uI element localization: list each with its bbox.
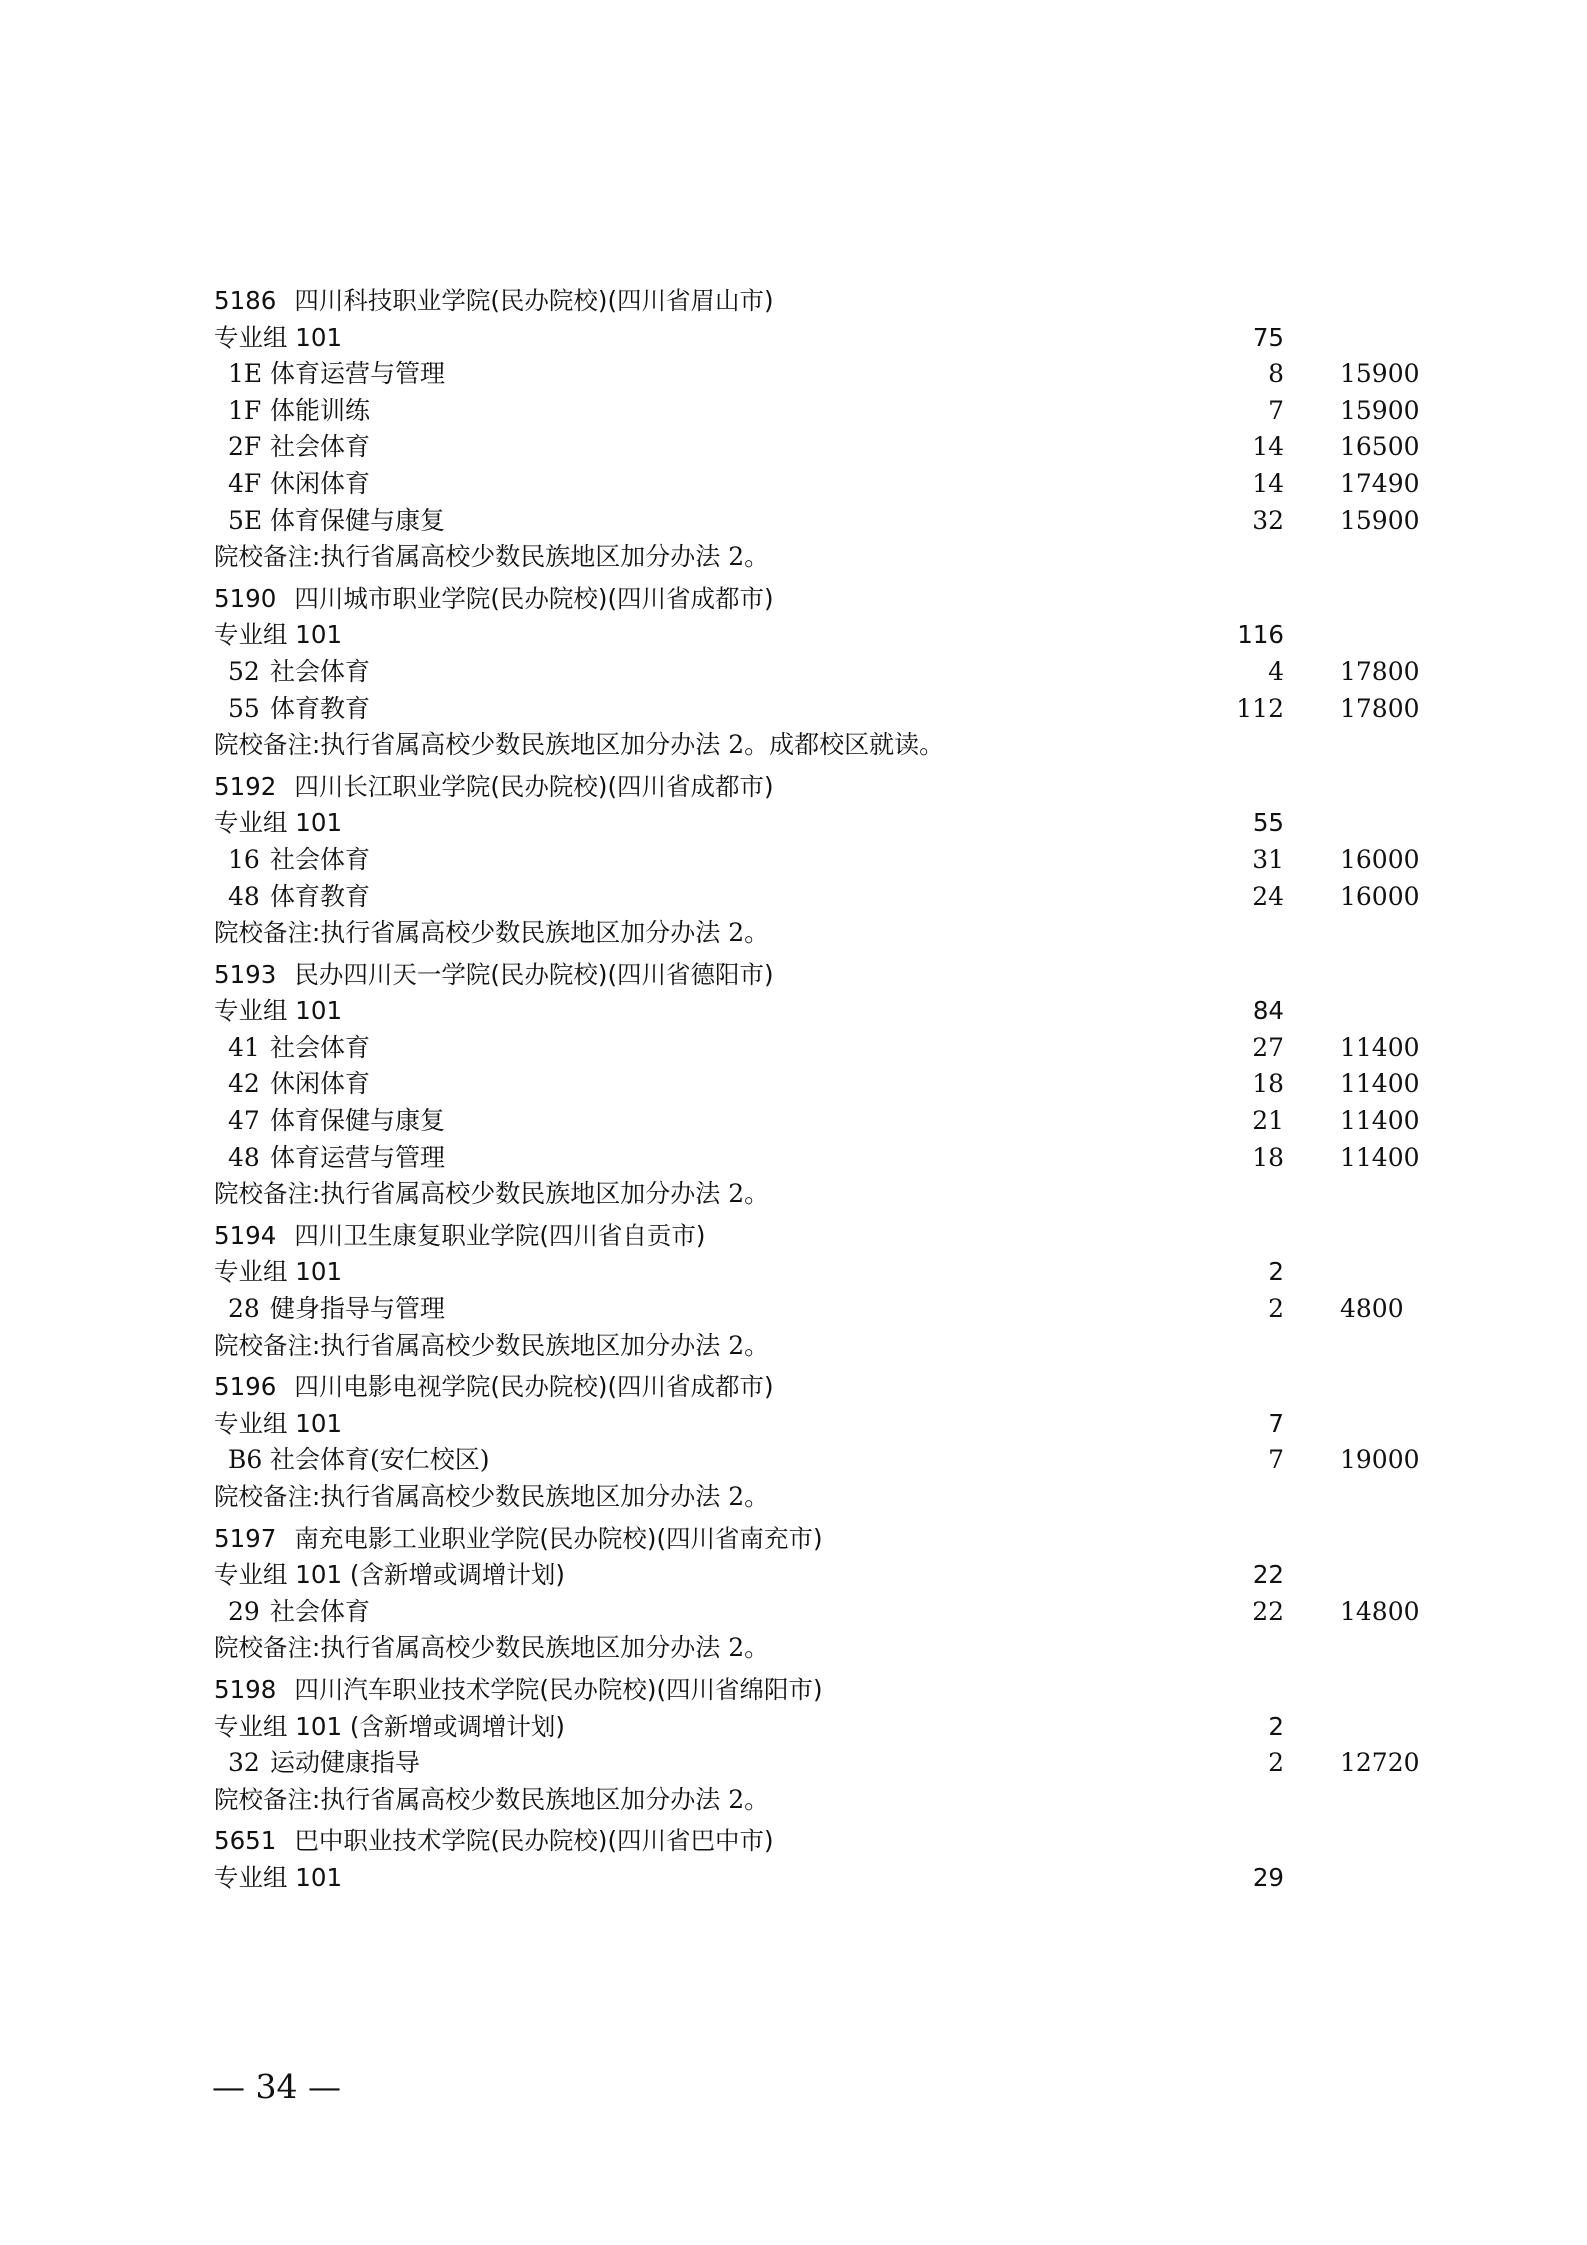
note-label: 院校备注: <box>214 918 321 948</box>
school-note-text <box>214 915 769 952</box>
note-content: 执行省属高校少数民族地区加分办法 2。 <box>320 542 770 572</box>
school-header-text <box>214 1218 705 1255</box>
school-header-text <box>214 769 774 806</box>
major-name: 体育保健与康复 <box>270 505 446 535</box>
school-name: 民办四川天一学院(民办院校)(四川省德阳市) <box>294 959 774 989</box>
major-plan-count: 18 <box>1252 1142 1284 1172</box>
major-tuition: 11400 <box>1340 1069 1420 1099</box>
major-row <box>0 654 1587 691</box>
school-name: 南充电影工业职业学院(民办院校)(四川省南充市) <box>294 1523 823 1553</box>
school-note-text <box>214 1328 769 1365</box>
major-code: 2F <box>228 432 262 462</box>
major-code: 1F <box>228 395 262 425</box>
major-code: 52 <box>228 656 260 686</box>
enrollment-plan-list <box>0 283 1587 1902</box>
major-code: 5E <box>228 505 263 535</box>
school-code: 5192 <box>214 771 277 801</box>
major-group-plan: 2 <box>1268 1711 1284 1741</box>
note-content: 执行省属高校少数民族地区加分办法 2。 <box>320 1633 770 1663</box>
major-cell <box>228 654 370 691</box>
major-code: 29 <box>228 1596 260 1626</box>
major-row <box>0 1103 1587 1140</box>
school-block <box>0 957 1587 1218</box>
major-tuition: 17490 <box>1340 468 1420 498</box>
major-group-plan: 84 <box>1252 996 1284 1026</box>
major-group-row <box>0 1860 1587 1897</box>
major-group-row <box>0 1406 1587 1443</box>
major-row <box>0 429 1587 466</box>
major-tuition: 11400 <box>1340 1032 1420 1062</box>
school-note <box>0 1782 1587 1819</box>
major-name: 体育教育 <box>270 881 371 911</box>
school-header-text <box>214 283 774 320</box>
note-label: 院校备注: <box>214 1179 321 1209</box>
major-cell <box>228 393 370 430</box>
school-note-text <box>214 1782 769 1819</box>
major-tuition: 15900 <box>1340 395 1420 425</box>
major-code: 28 <box>228 1294 260 1324</box>
major-group-label: 专业组 101 <box>214 1257 343 1287</box>
major-group-row <box>0 1709 1587 1746</box>
major-row <box>0 1291 1587 1328</box>
major-name: 运动健康指导 <box>270 1748 421 1778</box>
note-content: 执行省属高校少数民族地区加分办法 2。成都校区就读。 <box>320 730 945 760</box>
major-plan-count: 7 <box>1268 1445 1284 1475</box>
major-tuition: 15900 <box>1340 505 1420 535</box>
major-plan-count: 18 <box>1252 1069 1284 1099</box>
school-note <box>0 1328 1587 1365</box>
school-name: 巴中职业技术学院(民办院校)(四川省巴中市) <box>294 1826 774 1856</box>
school-header <box>0 957 1587 994</box>
school-note <box>0 1176 1587 1213</box>
major-plan-count: 14 <box>1252 432 1284 462</box>
major-group-row <box>0 805 1587 842</box>
major-code: 47 <box>228 1106 260 1136</box>
major-code: 41 <box>228 1032 260 1062</box>
major-name: 体育运营与管理 <box>270 359 446 389</box>
major-tuition: 17800 <box>1340 693 1420 723</box>
major-group-label: 专业组 101 (含新增或调增计划) <box>214 1711 565 1741</box>
school-header-text <box>214 1823 774 1860</box>
major-code: 48 <box>228 881 260 911</box>
school-block <box>0 1672 1587 1823</box>
school-note-text <box>214 1479 769 1516</box>
major-tuition: 19000 <box>1340 1445 1420 1475</box>
major-cell <box>228 1066 370 1103</box>
major-cell <box>228 842 370 879</box>
school-note <box>0 539 1587 576</box>
major-code: 4F <box>228 468 262 498</box>
school-block <box>0 581 1587 769</box>
school-note <box>0 1630 1587 1667</box>
major-group-row <box>0 993 1587 1030</box>
major-cell <box>228 429 370 466</box>
school-note-text <box>214 1176 769 1213</box>
major-group-row <box>0 1557 1587 1594</box>
major-group-label: 专业组 101 <box>214 322 343 352</box>
school-header <box>0 1521 1587 1558</box>
school-header <box>0 1672 1587 1709</box>
school-name: 四川长江职业学院(民办院校)(四川省成都市) <box>294 771 774 801</box>
major-row <box>0 1140 1587 1177</box>
major-plan-count: 24 <box>1252 881 1284 911</box>
school-name: 四川科技职业学院(民办院校)(四川省眉山市) <box>294 286 774 315</box>
major-cell <box>228 879 370 916</box>
school-block <box>0 1218 1587 1369</box>
school-note <box>0 1479 1587 1516</box>
school-header <box>0 283 1587 320</box>
major-plan-count: 31 <box>1252 844 1284 874</box>
major-cell <box>228 691 370 728</box>
major-group-plan: 116 <box>1237 620 1284 650</box>
note-label: 院校备注: <box>214 542 321 572</box>
school-code: 5194 <box>214 1220 277 1250</box>
school-header-text <box>214 957 774 994</box>
school-block <box>0 1369 1587 1520</box>
school-header <box>0 1823 1587 1860</box>
major-name: 健身指导与管理 <box>270 1294 446 1324</box>
major-row <box>0 356 1587 393</box>
major-tuition: 16000 <box>1340 844 1420 874</box>
major-cell <box>228 1594 370 1631</box>
school-name: 四川卫生康复职业学院(四川省自贡市) <box>294 1220 706 1250</box>
major-code: B6 <box>228 1445 263 1475</box>
school-header-text <box>214 581 774 618</box>
major-plan-count: 4 <box>1268 656 1284 686</box>
major-code: 55 <box>228 693 260 723</box>
major-plan-count: 27 <box>1252 1032 1284 1062</box>
major-name: 休闲体育 <box>270 468 371 498</box>
major-code: 32 <box>228 1748 260 1778</box>
school-note-text <box>214 539 769 576</box>
school-note <box>0 915 1587 952</box>
major-name: 休闲体育 <box>270 1069 371 1099</box>
major-name: 体育教育 <box>270 693 371 723</box>
school-header <box>0 581 1587 618</box>
major-cell <box>228 466 370 503</box>
major-row <box>0 1442 1587 1479</box>
note-content: 执行省属高校少数民族地区加分办法 2。 <box>320 1482 770 1511</box>
school-header-text <box>214 1521 823 1558</box>
note-label: 院校备注: <box>214 1784 321 1814</box>
school-code: 5196 <box>214 1372 277 1402</box>
major-group-plan: 7 <box>1268 1408 1284 1438</box>
note-content: 执行省属高校少数民族地区加分办法 2。 <box>320 918 770 948</box>
major-group-label: 专业组 101 (含新增或调增计划) <box>214 1560 565 1590</box>
school-block <box>0 283 1587 581</box>
school-header-text <box>214 1369 774 1406</box>
major-tuition: 12720 <box>1340 1748 1420 1778</box>
major-row <box>0 879 1587 916</box>
school-header <box>0 769 1587 806</box>
major-plan-count: 32 <box>1252 505 1284 535</box>
school-code: 5197 <box>214 1523 277 1553</box>
major-plan-count: 2 <box>1268 1294 1284 1324</box>
major-tuition: 11400 <box>1340 1106 1420 1136</box>
school-block <box>0 769 1587 957</box>
major-row <box>0 1594 1587 1631</box>
major-plan-count: 21 <box>1252 1106 1284 1136</box>
major-group-row <box>0 1254 1587 1291</box>
note-content: 执行省属高校少数民族地区加分办法 2。 <box>320 1784 770 1814</box>
major-row <box>0 1066 1587 1103</box>
major-tuition: 15900 <box>1340 359 1420 389</box>
major-name: 社会体育 <box>270 844 371 874</box>
note-label: 院校备注: <box>214 1330 321 1360</box>
major-cell <box>228 1030 370 1067</box>
major-row <box>0 691 1587 728</box>
school-code: 5198 <box>214 1674 277 1704</box>
major-cell <box>228 1140 445 1177</box>
major-name: 社会体育 <box>270 656 371 686</box>
block-gap <box>0 1897 1587 1902</box>
major-row <box>0 503 1587 540</box>
major-name: 社会体育 <box>270 1596 371 1626</box>
note-label: 院校备注: <box>214 1482 321 1511</box>
major-code: 42 <box>228 1069 260 1099</box>
school-note-text <box>214 1630 769 1667</box>
major-cell <box>228 1291 445 1328</box>
note-content: 执行省属高校少数民族地区加分办法 2。 <box>320 1330 770 1360</box>
major-cell <box>228 1103 445 1140</box>
major-plan-count: 2 <box>1268 1748 1284 1778</box>
major-group-plan: 55 <box>1252 808 1284 838</box>
major-plan-count: 14 <box>1252 468 1284 498</box>
major-cell <box>228 356 445 393</box>
school-block <box>0 1521 1587 1672</box>
school-name: 四川城市职业学院(民办院校)(四川省成都市) <box>294 583 774 613</box>
major-code: 16 <box>228 844 260 874</box>
major-group-label: 专业组 101 <box>214 996 343 1026</box>
major-row <box>0 466 1587 503</box>
major-tuition: 16500 <box>1340 432 1420 462</box>
school-name: 四川电影电视学院(民办院校)(四川省成都市) <box>294 1372 774 1402</box>
major-cell <box>228 1745 420 1782</box>
school-note <box>0 727 1587 764</box>
school-code: 5186 <box>214 286 277 315</box>
major-name: 社会体育(安仁校区) <box>270 1445 490 1475</box>
school-header-text <box>214 1672 823 1709</box>
school-header <box>0 1369 1587 1406</box>
major-group-label: 专业组 101 <box>214 1862 343 1892</box>
major-tuition: 17800 <box>1340 656 1420 686</box>
major-name: 社会体育 <box>270 432 371 462</box>
major-row <box>0 393 1587 430</box>
major-group-label: 专业组 101 <box>214 808 343 838</box>
school-block <box>0 1823 1587 1901</box>
major-tuition: 11400 <box>1340 1142 1420 1172</box>
major-plan-count: 7 <box>1268 395 1284 425</box>
major-tuition: 14800 <box>1340 1596 1420 1626</box>
major-name: 体育运营与管理 <box>270 1142 446 1172</box>
school-code: 5190 <box>214 583 277 613</box>
major-name: 社会体育 <box>270 1032 371 1062</box>
major-row <box>0 842 1587 879</box>
major-tuition: 4800 <box>1340 1294 1404 1324</box>
school-name: 四川汽车职业技术学院(民办院校)(四川省绵阳市) <box>294 1674 823 1704</box>
major-group-row <box>0 617 1587 654</box>
note-label: 院校备注: <box>214 1633 321 1663</box>
major-row <box>0 1745 1587 1782</box>
major-plan-count: 8 <box>1268 359 1284 389</box>
school-note-text <box>214 727 944 764</box>
major-plan-count: 22 <box>1252 1596 1284 1626</box>
major-group-row <box>0 320 1587 357</box>
major-group-plan: 75 <box>1252 322 1284 352</box>
note-content: 执行省属高校少数民族地区加分办法 2。 <box>320 1179 770 1209</box>
major-name: 体育保健与康复 <box>270 1106 446 1136</box>
school-header <box>0 1218 1587 1255</box>
major-group-plan: 2 <box>1268 1257 1284 1287</box>
major-group-plan: 22 <box>1252 1560 1284 1590</box>
major-cell <box>228 503 445 540</box>
major-group-label: 专业组 101 <box>214 620 343 650</box>
major-group-plan: 29 <box>1252 1862 1284 1892</box>
major-tuition: 16000 <box>1340 881 1420 911</box>
major-code: 48 <box>228 1142 260 1172</box>
note-label: 院校备注: <box>214 730 321 760</box>
major-cell <box>228 1442 490 1479</box>
major-group-label: 专业组 101 <box>214 1408 343 1438</box>
school-code: 5193 <box>214 959 277 989</box>
major-row <box>0 1030 1587 1067</box>
major-plan-count: 112 <box>1236 693 1284 723</box>
school-code: 5651 <box>214 1826 277 1856</box>
page-number: — 34 — <box>212 2067 341 2106</box>
major-code: 1E <box>228 359 263 389</box>
major-name: 体能训练 <box>270 395 371 425</box>
